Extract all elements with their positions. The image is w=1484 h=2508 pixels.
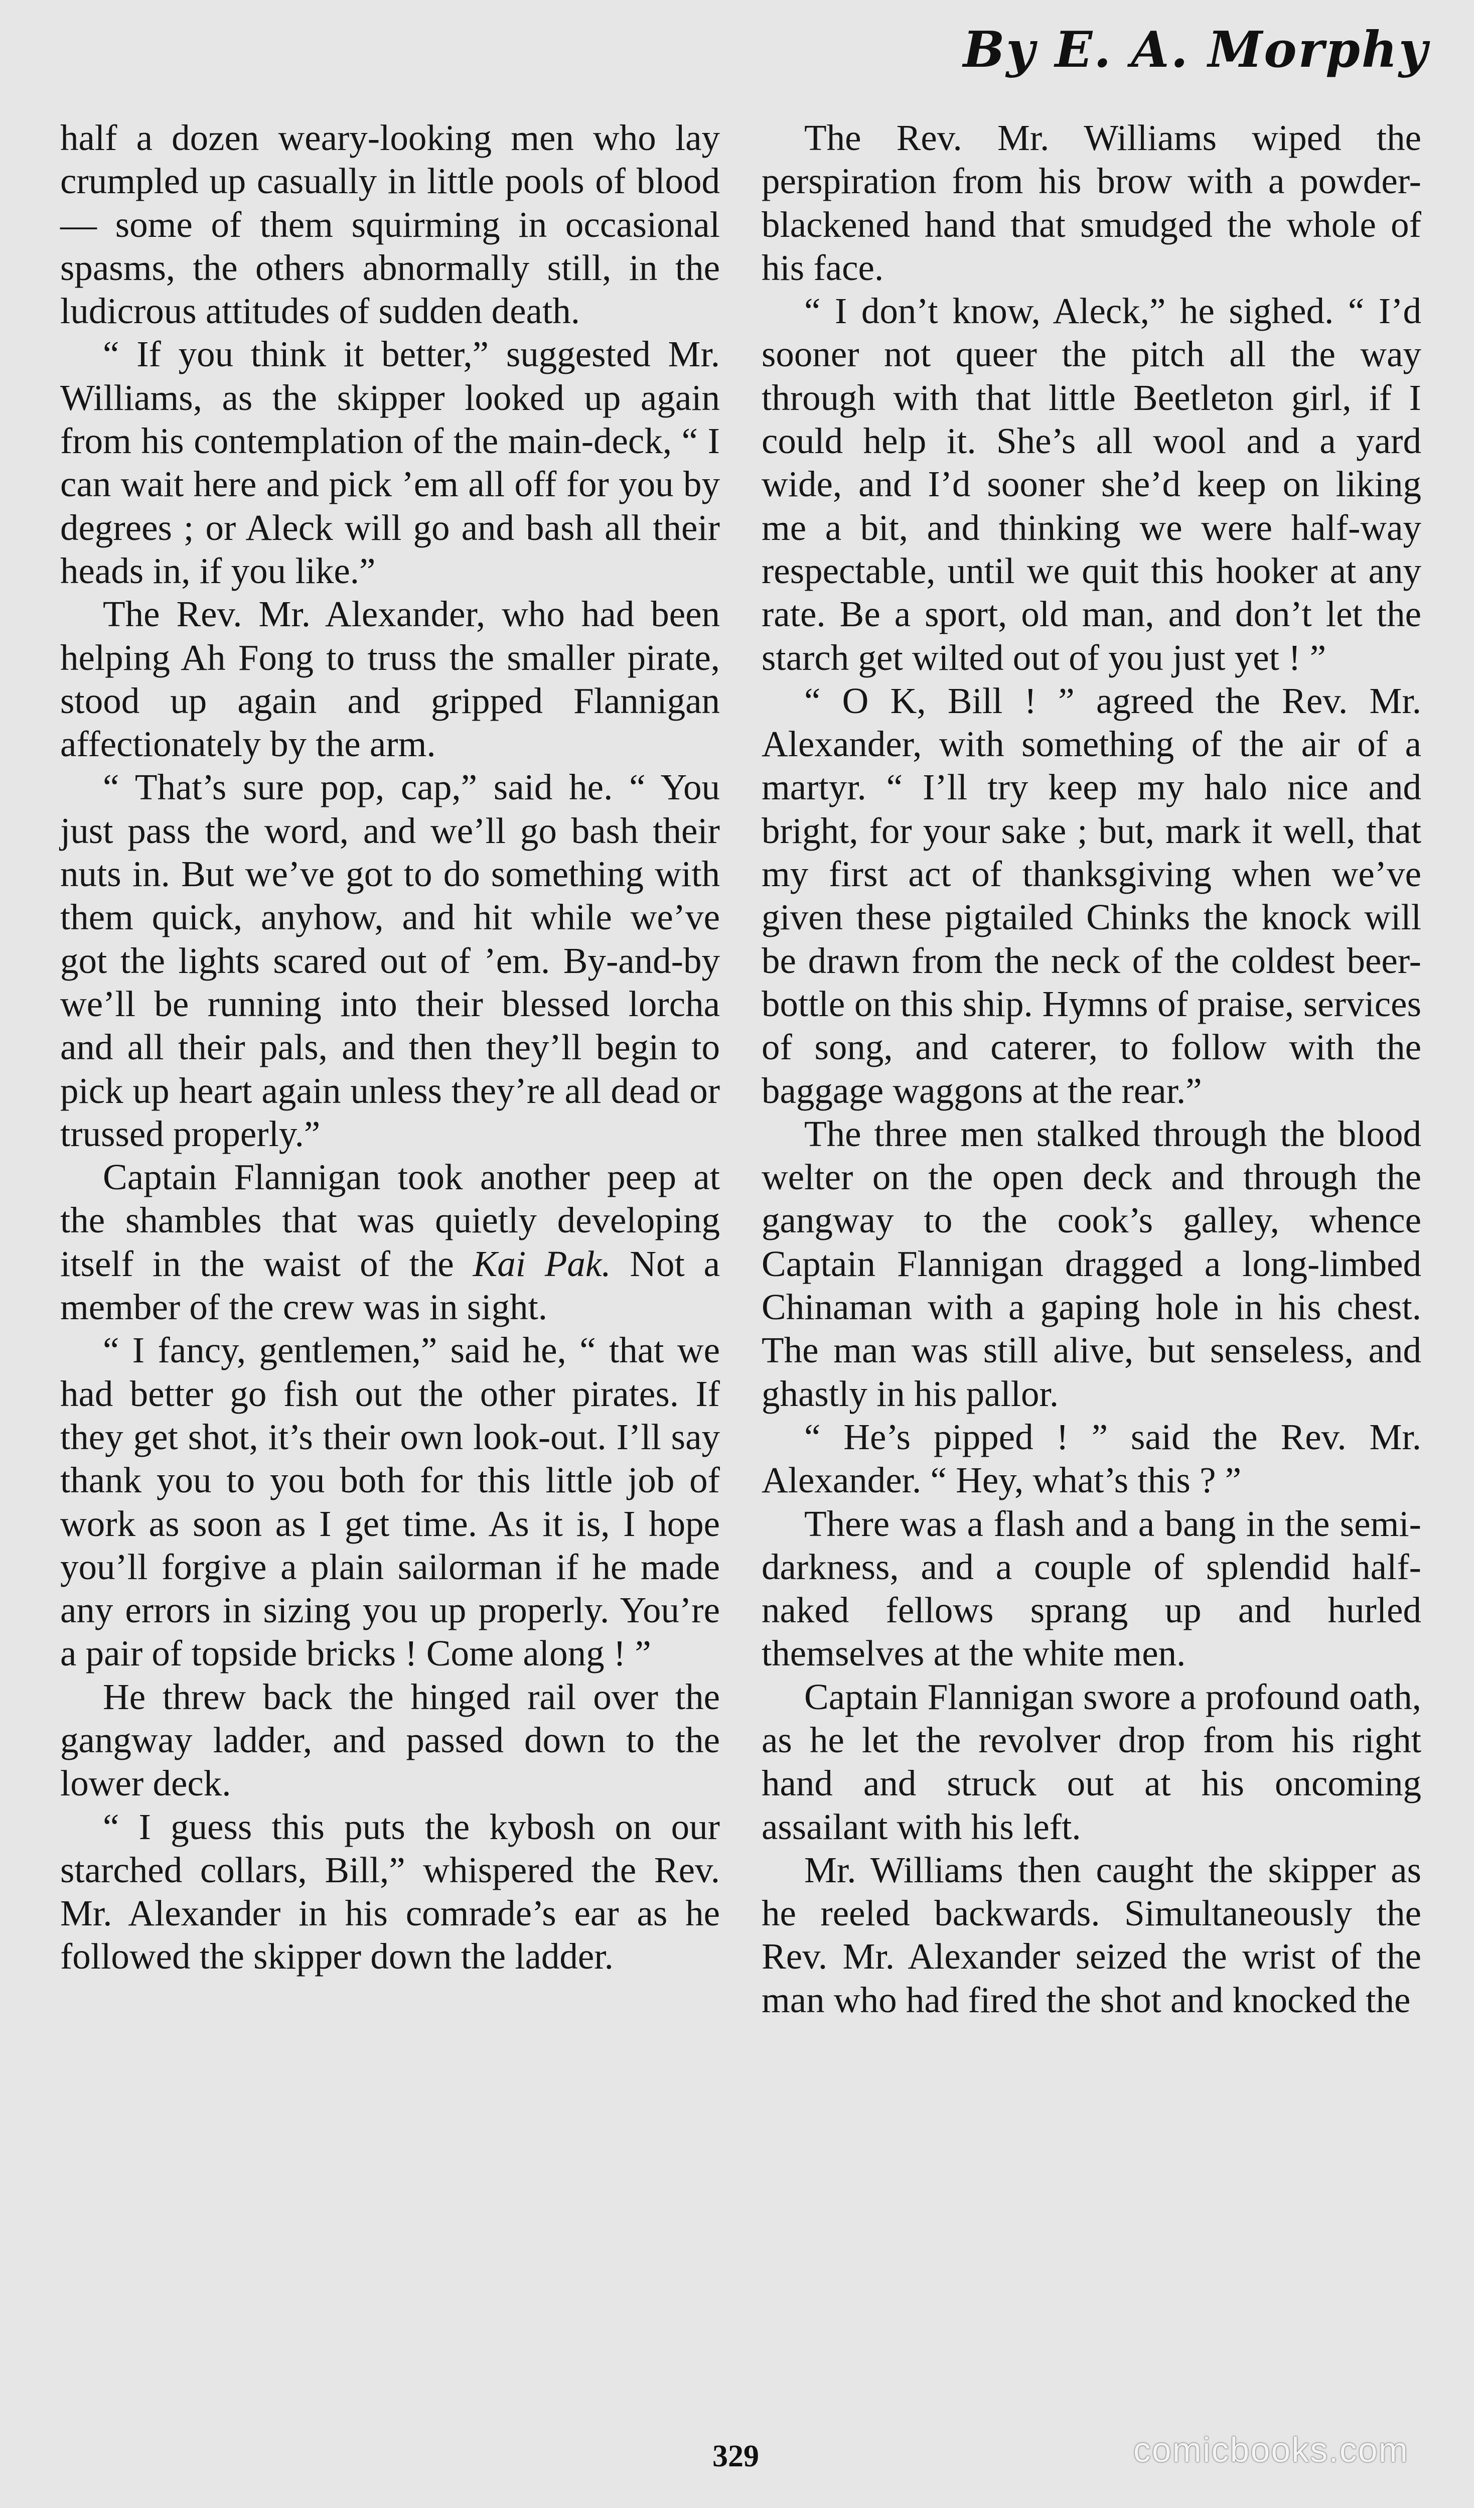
paragraph: “ I fancy, gentlemen,” said he, “ that we had better go fish out the other pirates. If they get shot, it’s their own look-out. I’ll say thank you to you both for this little job of work as soon as I get time. As it is, I hope you’ll forgive a plain sailorman if he made any errors in sizing you up properly. You’re a pair of topside bricks ! Come along ! ” <box>60 1330 720 1674</box>
paragraph: “ If you think it better,” suggested Mr. Williams, as the skipper looked up again from his contemplation of the main-deck, “ I can wait here and pick ’em all off for you by degrees ; or Aleck will go and bash all their heads in, if you like.” <box>60 334 720 591</box>
paragraph: “ O K, Bill ! ” agreed the Rev. Mr. Alexander, with something of the air of a martyr. “ I’ll try keep my halo nice and bright, for your sake ; but, mark it well, that my first act of thanksgiving when we’ve given these pigtailed Chinks the knock will be drawn from the neck of the coldest beer-bottle on this ship. Hymns of praise, services of song, and caterer, to follow with the baggage waggons at the rear.” <box>762 680 1421 1111</box>
left-column <box>60 116 720 1979</box>
paragraph <box>60 1156 720 1329</box>
paragraph-text: Captain Flannigan took another peep at the shambles that was quietly developing itself in the waist of the <box>60 1157 720 1284</box>
right-column <box>762 116 1421 2022</box>
paragraph: The three men stalked through the blood welter on the open deck and through the gangway to the cook’s galley, whence Captain Flannigan dragged a long-limbed Chinaman with a gaping hole in his chest. The man was still alive, but senseless, and ghastly in his pallor. <box>762 1113 1421 1414</box>
paragraph: The Rev. Mr. Alexander, who had been helping Ah Fong to truss the smaller pirate, stood up again and gripped Flannigan affectionately by the arm. <box>60 594 720 765</box>
paragraph: “ He’s pipped ! ” said the Rev. Mr. Alexander. “ Hey, what’s this ? ” <box>762 1416 1421 1501</box>
paragraph: Captain Flannigan swore a profound oath, as he let the revolver drop from his right hand and struck out at his oncoming assailant with his left. <box>762 1676 1421 1847</box>
paragraph: He threw back the hinged rail over the gangway ladder, and passed down to the lower deck. <box>60 1676 720 1804</box>
paragraph: The Rev. Mr. Williams wiped the perspiration from his brow with a powder-blackened hand that smudged the whole of his face. <box>762 117 1421 288</box>
paragraph: “ I guess this puts the kybosh on our starched collars, Bill,” whispered the Rev. Mr. Alexander in his comrade’s ear as he followed the skipper down the ladder. <box>60 1806 720 1977</box>
paragraph: There was a flash and a bang in the semi-darkness, and a couple of splendid half-naked fellows sprang up and hurled themselves at the white men. <box>762 1503 1421 1674</box>
page-edge <box>1474 0 1484 2508</box>
paragraph: “ That’s sure pop, cap,” said he. “ You just pass the word, and we’ll go bash their nuts in. But we’ve got to do something with them quick, anyhow, and hit while we’ve got the lights scared out of ’em. By-and-by we’ll be running into their blessed lorcha and all their pals, and then they’ll begin to pick up heart again unless they’re all dead or trussed properly.” <box>60 767 720 1154</box>
watermark: comicbooks.com <box>1133 2430 1409 2469</box>
paragraph-text: Not a member of the crew was in sight. <box>60 1243 720 1328</box>
paragraph: Mr. Williams then caught the skipper as he reeled backwards. Simultaneously the Rev. Mr. Alexander seized the wrist of the man who had fired the shot and knocked the <box>762 1849 1421 2020</box>
author-byline: By E. A. Morphy <box>963 21 1429 79</box>
page-number: 329 <box>712 2439 759 2473</box>
paragraph: half a dozen weary-looking men who lay crumpled up casually in little pools of blood — some of them squirming in occasional spasms, the others abnormally still, in the ludicrous attitudes of sudden death. <box>60 117 720 332</box>
ship-name: Kai Pak. <box>473 1243 611 1284</box>
paragraph: “ I don’t know, Aleck,” he sighed. “ I’d sooner not queer the pitch all the way through with that little Beetleton girl, if I could help it. She’s all wool and a yard wide, and I’d sooner she’d keep on liking me a bit, and thinking we were half-way respectable, until we quit this hooker at any rate. Be a sport, old man, and don’t let the starch get wilted out of you just yet ! ” <box>762 291 1421 678</box>
